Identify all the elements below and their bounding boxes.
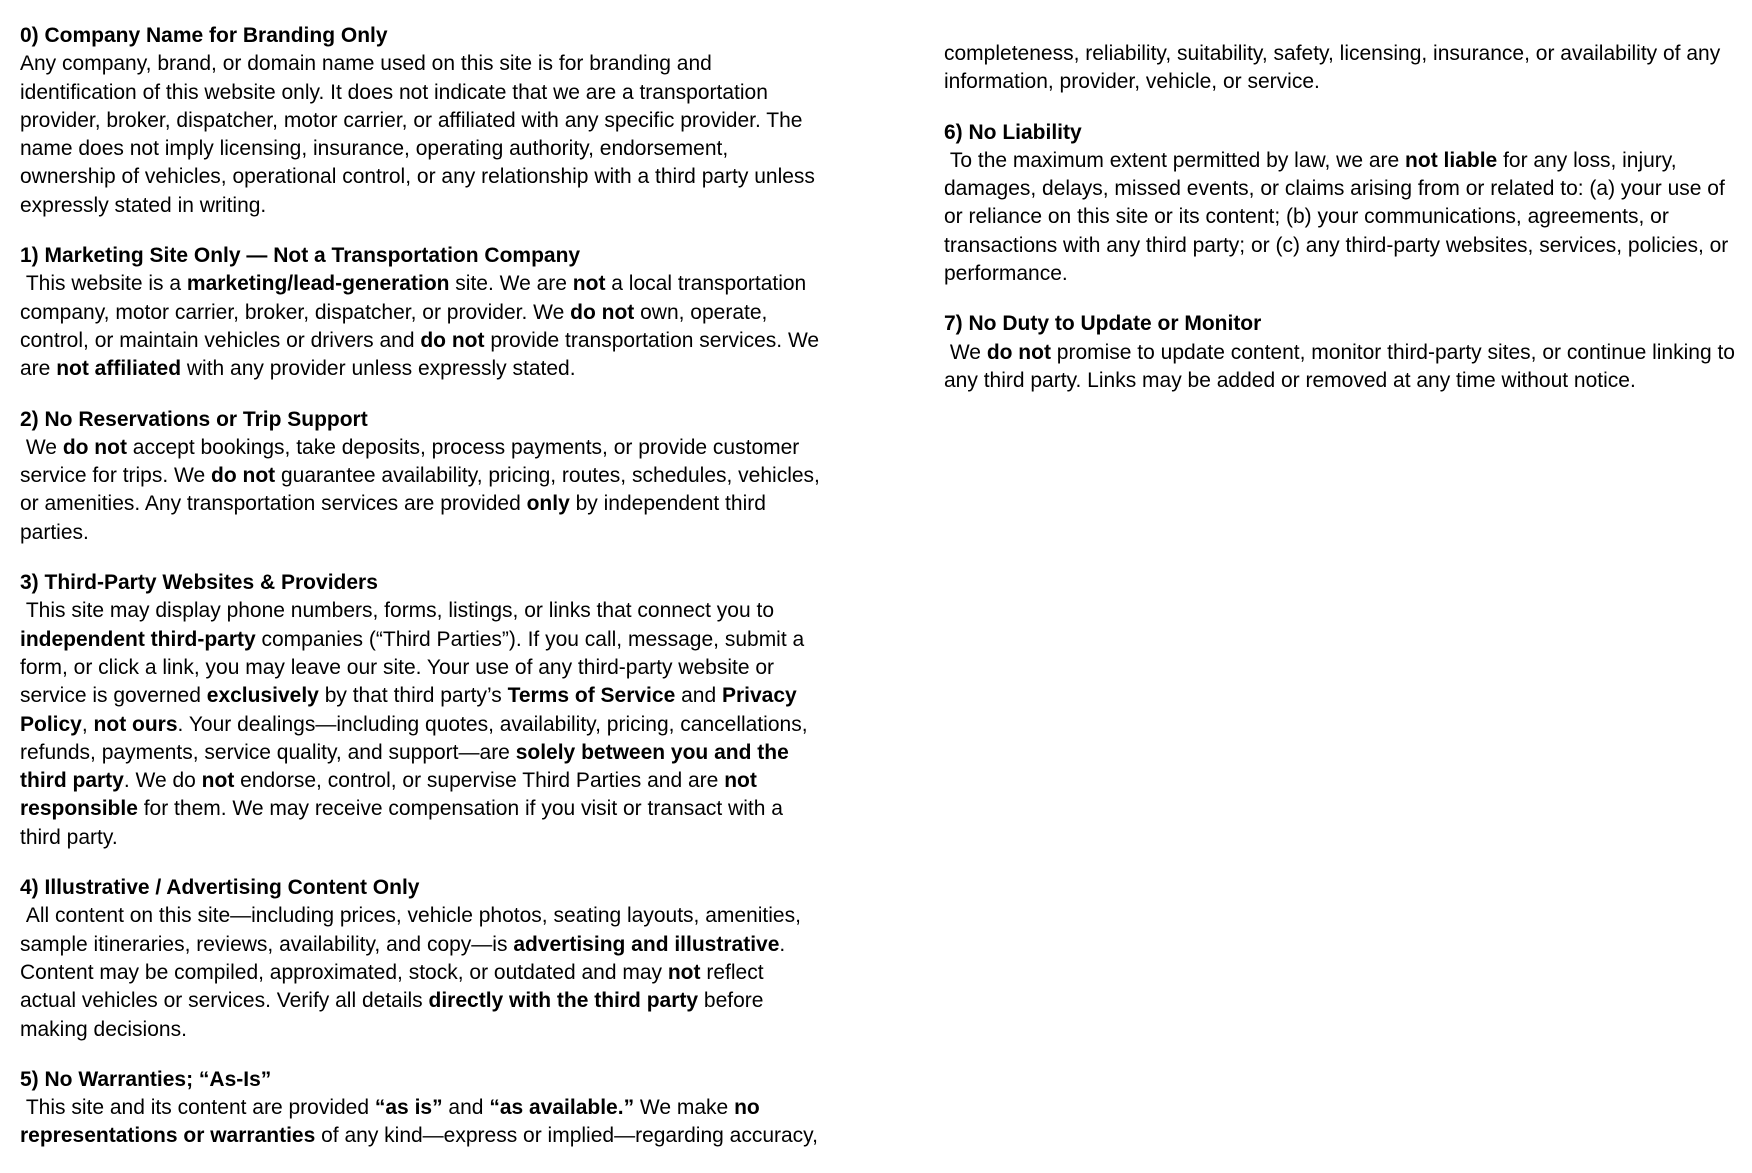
body-text-bold: not ours [93, 712, 178, 736]
body-text-bold: not [667, 960, 701, 984]
section-heading: 1) Marketing Site Only — Not a Transportation Company [20, 244, 581, 268]
section-heading: 3) Third-Party Websites & Providers [20, 571, 378, 595]
body-text: for any loss, injury, damages, delays, missed events, or claims arising from or related to: (a) your use of or reliance on this site or its content; (b) your communications, agreements, or transactions with any third party; or (c) any third-party websites, services, policies, or performance. [944, 148, 1735, 286]
disclaimer-section-0-2 [20, 406, 826, 547]
body-text: This site may display phone numbers, forms, listings, or links that connect you to [20, 599, 780, 623]
disclaimer-section-0-4 [20, 874, 820, 1044]
right-column [944, 22, 1744, 417]
body-text: guarantee availability, pricing, routes, schedules, vehicles, or amenities. Any transportation services are provided [20, 464, 826, 516]
body-text-bold: not [201, 769, 235, 793]
body-text: This site and its content are provided [20, 1096, 375, 1120]
body-text: by that third party’s [318, 684, 508, 708]
body-text: , [81, 712, 94, 736]
body-text: Any company, brand, or domain name used on this site is for branding and identification of this website only. It does not indicate that we are a transportation provider, broker, dispatcher, motor carrier, or affiliated with any specific provider. The name does not imply licensing, insurance, operating authority, endorsement, ownership of vehicles, operational control, or any relationship with a third party unless expressly stated in writing. [20, 52, 821, 217]
body-text: own, operate, control, or maintain vehicles or drivers and [20, 300, 774, 352]
body-text-bold: do not [570, 300, 635, 324]
body-text: site. We are [449, 272, 573, 296]
disclaimer-section-1-1 [944, 119, 1744, 289]
body-text: This website is a [20, 272, 187, 296]
body-text-bold: “as available.” [489, 1096, 635, 1120]
body-text: a local transportation company, motor carrier, broker, dispatcher, or provider. We [20, 272, 813, 324]
disclaimer-section-1-0 [944, 40, 1744, 97]
section-heading: 7) No Duty to Update or Monitor [944, 312, 1262, 336]
body-text: with any provider unless expressly stated. [181, 357, 576, 381]
body-text: We [20, 435, 63, 459]
body-text-bold: Privacy Policy [20, 684, 803, 736]
body-text-bold: not [572, 272, 606, 296]
body-text-bold: not liable [1405, 148, 1498, 172]
body-text-bold: marketing/lead-generation [186, 272, 450, 296]
body-text-bold: Terms of Service [507, 684, 676, 708]
body-text: and [442, 1096, 490, 1120]
body-text: companies (“Third Parties”). If you call, message, submit a form, or click a link, you may leave our site. Your use of any third-party website or service is governed [20, 627, 811, 708]
body-text: before making decisions. [20, 989, 770, 1041]
body-text: . Content may be compiled, approximated, stock, or outdated and may [20, 932, 792, 984]
body-text: reflect actual vehicles or services. Verify all details [20, 960, 770, 1013]
body-text-bold: do not [420, 328, 485, 352]
body-text: To the maximum extent permitted by law, we are [944, 148, 1406, 172]
body-text: of any kind—express or implied—regarding accuracy, [315, 1124, 818, 1148]
body-text: completeness, reliability, suitability, safety, licensing, insurance, or availability of any information, provider, vehicle, or service. [944, 42, 1727, 94]
section-heading: 2) No Reservations or Trip Support [20, 407, 368, 431]
body-text-bold: only [526, 492, 570, 516]
body-text: promise to update content, monitor third-party sites, or continue linking to any third party. Links may be added or removed at any time without notice. [944, 340, 1741, 392]
section-heading: 6) No Liability [944, 120, 1082, 144]
section-heading: 5) No Warranties; “As-Is” [20, 1067, 272, 1091]
body-text-bold: advertising and illustrative [513, 932, 780, 956]
body-text-bold: directly with the third party [428, 989, 699, 1013]
body-text: provide transportation services. We are [20, 328, 825, 381]
body-text: for them. We may receive compensation if you visit or transact with a third party. [20, 797, 789, 849]
body-text-bold: solely between you and the third party [20, 740, 795, 793]
section-heading: 0) Company Name for Branding Only [20, 24, 388, 47]
section-heading: 4) Illustrative / Advertising Content Only [20, 876, 420, 900]
body-text: accept bookings, take deposits, process payments, or provide customer service for trips. We [20, 435, 806, 488]
body-text-bold: do not [211, 464, 276, 488]
body-text-bold: exclusively [206, 684, 319, 708]
body-text-bold: not responsible [20, 769, 763, 821]
disclaimer-section-0-0 [20, 22, 820, 220]
body-text-bold: independent third-party [20, 627, 256, 651]
disclaimer-section-0-1 [20, 242, 825, 383]
body-text: We [944, 340, 987, 364]
body-text-bold: no representations or warranties [20, 1096, 766, 1148]
body-text-bold: do not [986, 340, 1051, 364]
body-text: . Your dealings—including quotes, availability, pricing, cancellations, refunds, payments, service quality, and support—are [20, 712, 814, 764]
body-text: We make [634, 1096, 735, 1120]
body-text-bold: “as is” [374, 1096, 443, 1120]
disclaimer-section-0-3 [20, 569, 820, 852]
body-text: All content on this site—including prices, vehicle photos, seating layouts, amenities, sample itineraries, reviews, availability, and copy—is [20, 904, 807, 956]
body-text-bold: not affiliated [56, 357, 182, 381]
disclaimer-section-0-5 [20, 1066, 820, 1151]
body-text-bold: do not [62, 435, 127, 459]
left-column [20, 22, 826, 1173]
body-text: and [675, 684, 722, 708]
body-text: endorse, control, or supervise Third Parties and are [234, 769, 725, 793]
body-text: by independent third parties. [20, 492, 772, 544]
disclaimer-section-1-2 [944, 310, 1744, 395]
body-text: . We do [123, 769, 202, 793]
